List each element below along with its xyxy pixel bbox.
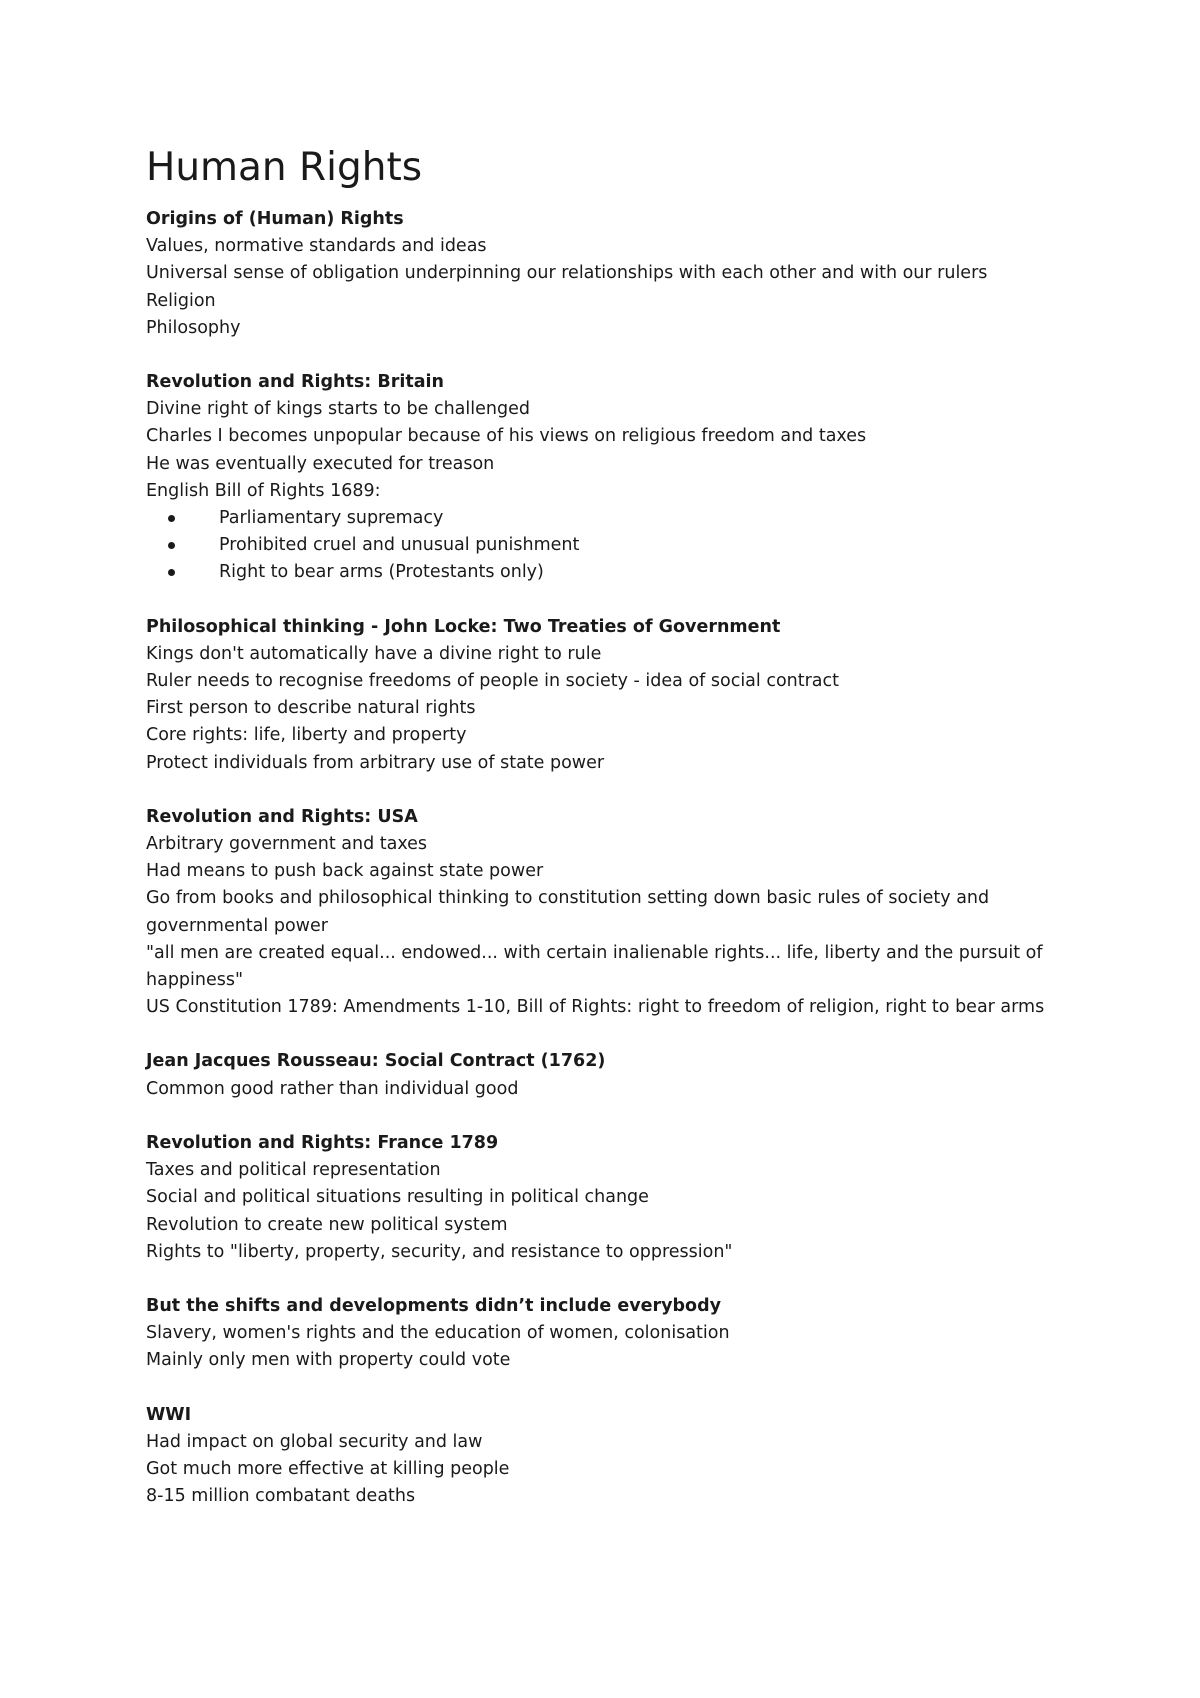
body-line: "all men are created equal... endowed... with certain inalienable rights... life, liberty and the pursuit of happiness" [146, 942, 1043, 991]
section-heading: Revolution and Rights: USA [146, 806, 418, 827]
body-line: Mainly only men with property could vote [146, 1350, 511, 1371]
bullet-item [146, 559, 1066, 586]
bullet-dot-icon [168, 515, 175, 522]
bullet-text: Parliamentary supremacy [219, 508, 444, 529]
section-rousseau [146, 1048, 1066, 1102]
body-line: Religion [146, 290, 216, 311]
section-heading: WWI [146, 1404, 192, 1425]
body-line: Kings don't automatically have a divine right to rule [146, 643, 602, 664]
bullet-dot-icon [168, 569, 175, 576]
section-heading: Revolution and Rights: France 1789 [146, 1132, 499, 1153]
bullet-list [146, 505, 1066, 587]
bullet-item [146, 532, 1066, 559]
section-heading: Revolution and Rights: Britain [146, 372, 444, 393]
body-line: Had impact on global security and law [146, 1431, 483, 1452]
body-line: Ruler needs to recognise freedoms of people in society - idea of social contract [146, 671, 840, 692]
body-line: English Bill of Rights 1689: [146, 480, 381, 501]
body-line: Common good rather than individual good [146, 1078, 519, 1099]
section-heading: Philosophical thinking - John Locke: Two Treaties of Government [146, 616, 781, 637]
body-line: Got much more effective at killing people [146, 1458, 510, 1479]
body-line: Slavery, women's rights and the education of women, colonisation [146, 1323, 730, 1344]
body-line: 8-15 million combatant deaths [146, 1486, 416, 1507]
body-line: Core rights: life, liberty and property [146, 725, 467, 746]
body-line: Rights to "liberty, property, security, and resistance to oppression" [146, 1241, 733, 1262]
body-line: Arbitrary government and taxes [146, 834, 428, 855]
section-britain [146, 369, 1066, 587]
body-line: Divine right of kings starts to be challenged [146, 399, 530, 420]
section-exclusions [146, 1293, 1066, 1375]
section-heading: Jean Jacques Rousseau: Social Contract (1762) [146, 1051, 606, 1072]
section-heading: But the shifts and developments didn’t include everybody [146, 1295, 722, 1316]
section-origins [146, 206, 1066, 342]
body-line: Values, normative standards and ideas [146, 236, 487, 257]
document-page [146, 140, 1066, 1537]
section-wwi [146, 1402, 1066, 1511]
body-line: Go from books and philosophical thinking to constitution setting down basic rules of society and governmental power [146, 888, 990, 936]
body-line: He was eventually executed for treason [146, 453, 495, 474]
body-line: Universal sense of obligation underpinning our relationships with each other and with our rulers [146, 263, 988, 284]
section-france [146, 1130, 1066, 1266]
bullet-item [146, 505, 1066, 532]
body-line: Taxes and political representation [146, 1160, 441, 1181]
body-line: Social and political situations resulting in political change [146, 1187, 649, 1208]
section-heading: Origins of (Human) Rights [146, 209, 404, 229]
bullet-text: Prohibited cruel and unusual punishment [219, 535, 580, 556]
body-line: First person to describe natural rights [146, 698, 476, 719]
body-line: Revolution to create new political system [146, 1214, 508, 1235]
bullet-text: Right to bear arms (Protestants only) [219, 562, 544, 583]
section-locke [146, 614, 1066, 777]
bullet-dot-icon [168, 542, 175, 549]
body-line: Charles I becomes unpopular because of his views on religious freedom and taxes [146, 426, 867, 447]
document-title: Human Rights [146, 145, 423, 190]
section-usa [146, 804, 1066, 1022]
body-line: Had means to push back against state power [146, 861, 544, 882]
body-line: Protect individuals from arbitrary use of state power [146, 752, 605, 773]
body-line: Philosophy [146, 317, 241, 338]
body-line: US Constitution 1789: Amendments 1-10, Bill of Rights: right to freedom of religion, right to bear arms [146, 997, 1045, 1018]
